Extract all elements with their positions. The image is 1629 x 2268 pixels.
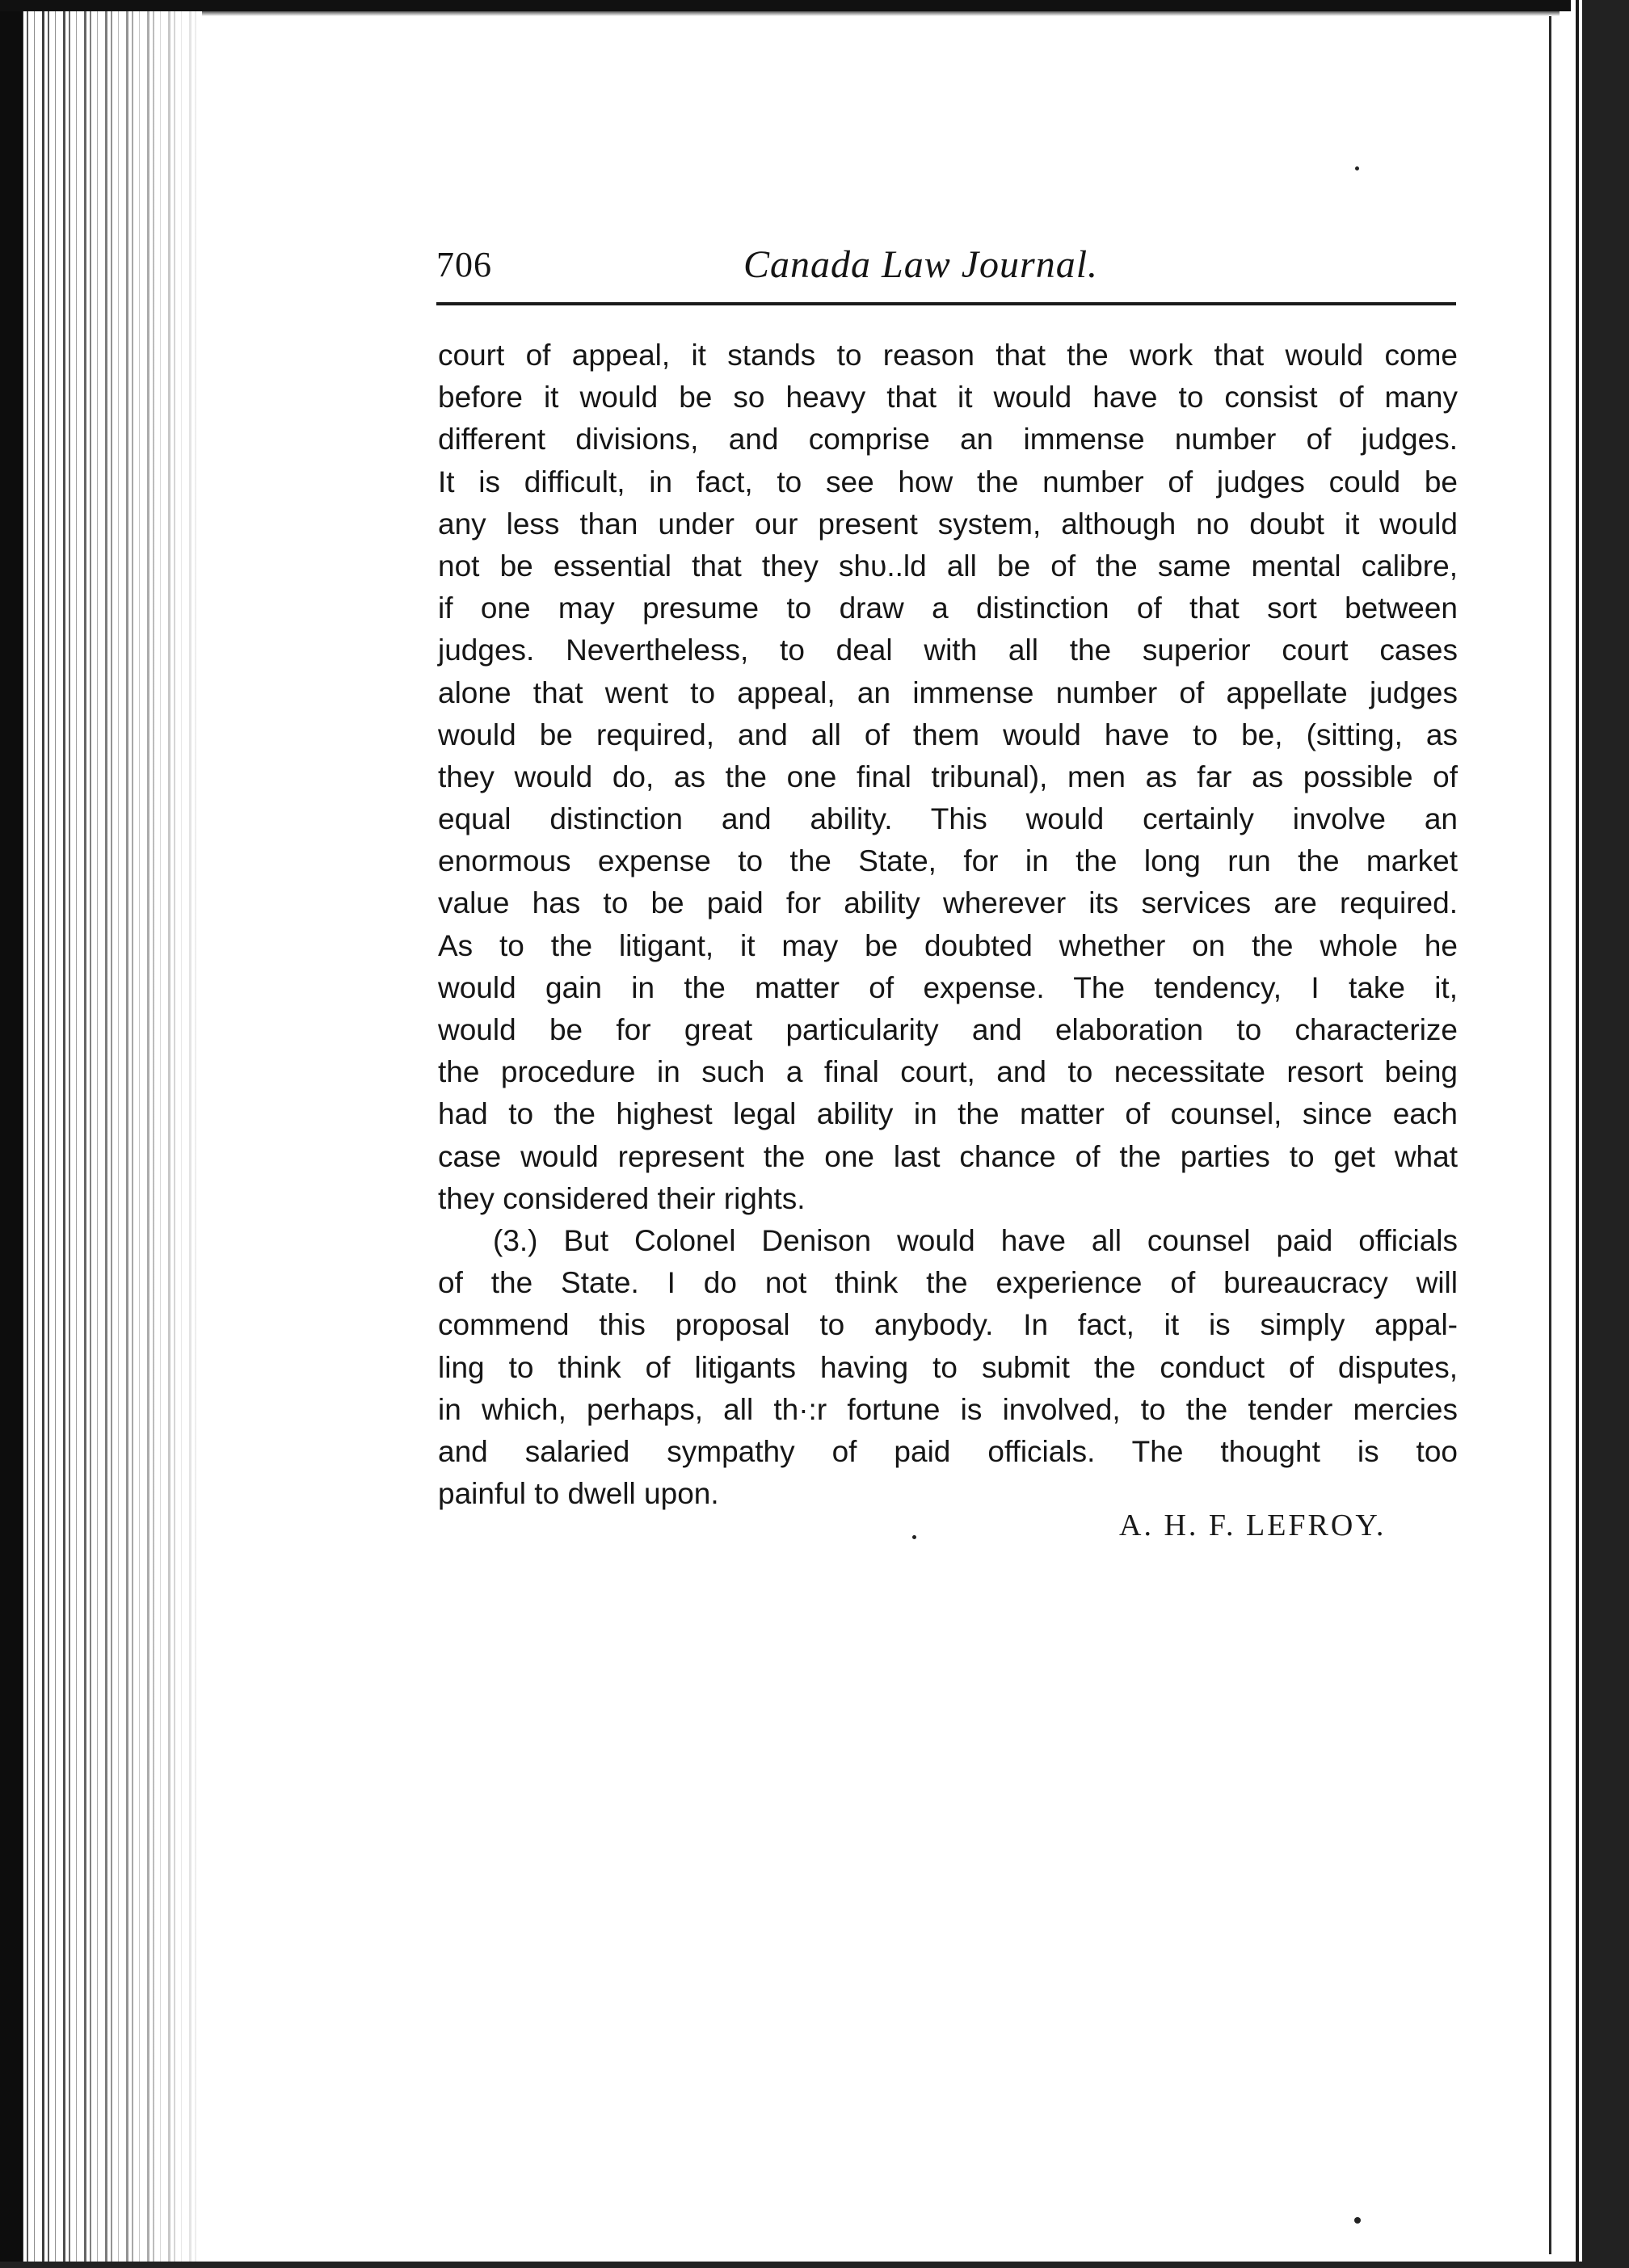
top-edge-shadow (202, 11, 1560, 16)
text-line: before it would be so heavy that it would have to consist of many (438, 381, 1458, 414)
text-line: would be for great particularity and elaboration to characterize (438, 1013, 1458, 1046)
right-page-edge (1571, 0, 1629, 2268)
text-line: As to the litigant, it may be doubted whether on the whole he (438, 928, 1458, 962)
text-line: commend this proposal to anybody. In fact, it is simply appal- (438, 1308, 1458, 1342)
text-line: in which, perhaps, all th·:r fortune is involved, to the tender mercies (438, 1392, 1458, 1426)
bottom-page-edge (0, 2262, 1629, 2268)
right-border-line (1549, 16, 1551, 2254)
journal-title: Canada Law Journal. (743, 243, 1099, 286)
paragraph-start-line: (3.) But Colonel Denison would have all counsel paid officials (493, 1223, 1458, 1257)
text-line: different divisions, and comprise an immense number of judges. (438, 423, 1458, 457)
text-line: any less than under our present system, although no doubt it would (438, 507, 1458, 541)
author-signature: A. H. F. LEFROY. (1119, 1508, 1387, 1542)
page-number: 706 (436, 245, 492, 284)
text-line: if one may presume to draw a distinction of that sort between (438, 591, 1458, 625)
text-line: alone that went to appeal, an immense number of appellate judges (438, 675, 1458, 709)
text-line: value has to be paid for ability wherever its services are required. (438, 886, 1458, 920)
text-line: had to the highest legal ability in the matter of counsel, since each (438, 1097, 1458, 1131)
header-rule (436, 302, 1456, 305)
paragraph-end-line: painful to dwell upon. (438, 1477, 719, 1511)
text-line: they would do, as the one final tribunal), men as far as possible of (438, 760, 1458, 793)
top-page-edge (0, 0, 1629, 11)
spine-dark-edge (0, 0, 23, 2268)
scan-speck (912, 1535, 916, 1539)
text-line: ling to think of litigants having to submit the conduct of disputes, (438, 1350, 1458, 1384)
text-line: It is difficult, in fact, to see how the number of judges could be (438, 465, 1458, 499)
scan-speck (1354, 2217, 1361, 2224)
spine-shadow (48, 0, 210, 2268)
text-line: court of appeal, it stands to reason that the work that would come (438, 339, 1458, 372)
article-body (438, 335, 1458, 1515)
text-line: and salaried sympathy of paid officials. The thought is too (438, 1434, 1458, 1468)
text-line: equal distinction and ability. This would certainly involve an (438, 802, 1458, 836)
scan-speck (1355, 166, 1359, 170)
text-line: would gain in the matter of expense. The tendency, I take it, (438, 970, 1458, 1004)
text-line: judges. Nevertheless, to deal with all the superior court cases (438, 633, 1458, 667)
running-head (436, 241, 1454, 297)
paragraph-end-line: they considered their rights. (438, 1181, 806, 1215)
text-line: would be required, and all of them would have to be, (sitting, as (438, 717, 1458, 751)
text-line: enormous expense to the State, for in the long run the market (438, 844, 1458, 878)
text-line: not be essential that they shᴜ..ld all be of the same mental calibre, (438, 549, 1458, 583)
text-line: of the State. I do not think the experience of bureaucracy will (438, 1266, 1458, 1300)
text-line: case would represent the one last chance of the parties to get what (438, 1139, 1458, 1173)
text-line: the procedure in such a final court, and to necessitate resort being (438, 1055, 1458, 1089)
